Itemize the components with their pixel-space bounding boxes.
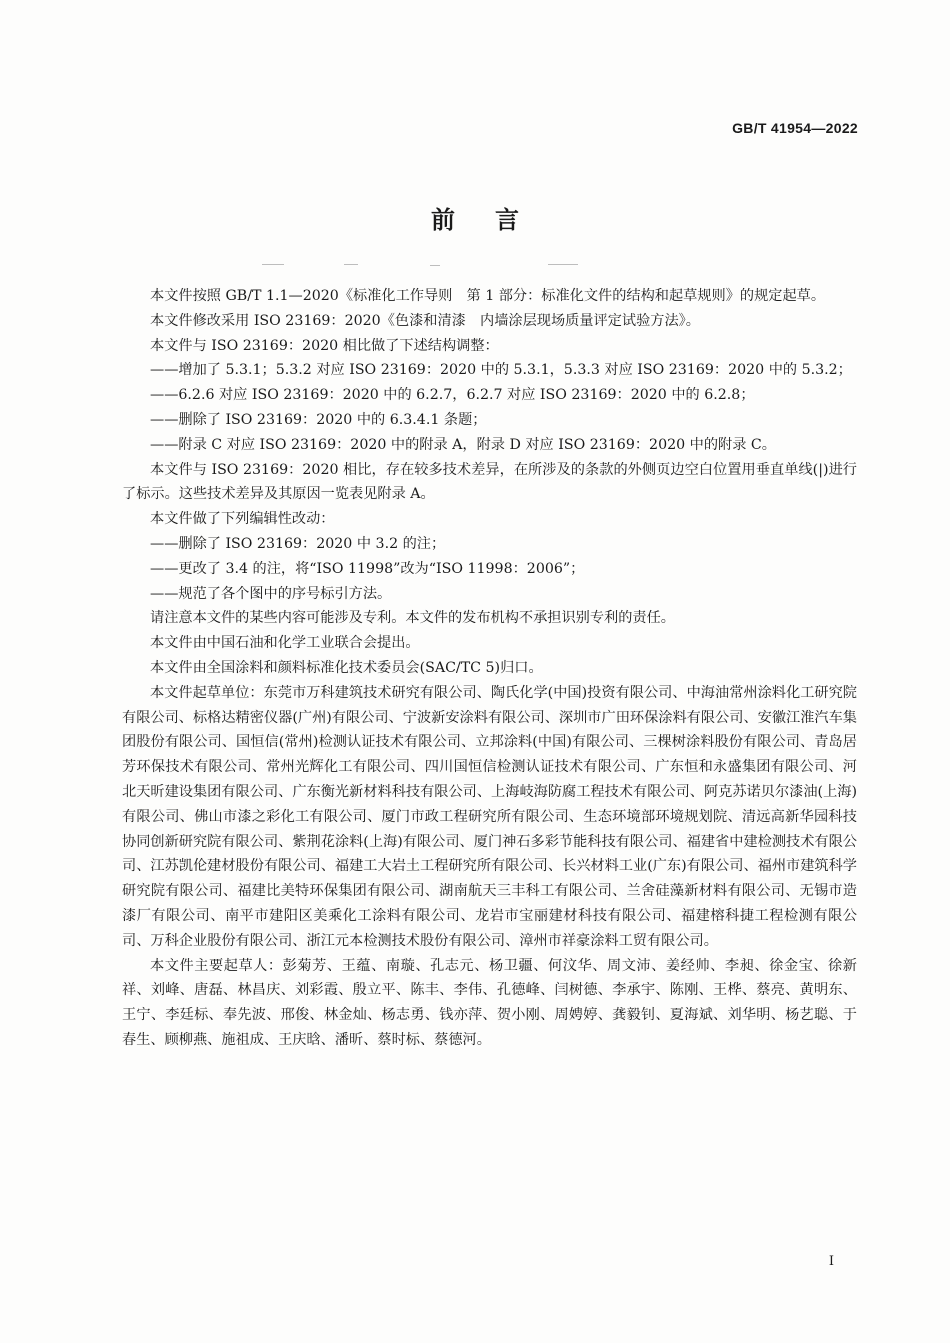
paragraph-drafting-rules: 本文件按照 GB/T 1.1—2020《标准化工作导则 第 1 部分：标准化文件的结构和起草规则》的规定起草。 <box>150 288 826 304</box>
preface-body <box>122 284 857 1053</box>
page-number: I <box>828 1254 834 1269</box>
list-item: ——附录 C 对应 ISO 23169：2020 中的附录 A，附录 D 对应 ISO 23169：2020 中的附录 C。 <box>150 436 776 453</box>
list-item: ——更改了 3.4 的注，将“ISO 11998”改为“ISO 11998：2006”； <box>150 560 585 577</box>
paragraph-technical-differences: 本文件与 ISO 23169：2020 相比，存在较多技术差异，在所涉及的条款的外侧页边空白位置用垂直单线(|)进行了标示。这些技术差异及其原因一览表见附录 A。 <box>122 461 857 503</box>
standard-code: GB/T 41954—2022 <box>732 120 858 136</box>
paragraph-iso-adoption: 本文件修改采用 ISO 23169：2020《色漆和清漆 内墙涂层现场质量评定试验方法》。 <box>150 312 700 329</box>
paragraph-editorial-intro: 本文件做了下列编辑性改动： <box>150 511 335 528</box>
scan-speck <box>344 264 358 265</box>
paragraph-proposer: 本文件由中国石油和化学工业联合会提出。 <box>150 635 420 652</box>
page-title: 前言 <box>431 206 559 234</box>
paragraph-committee: 本文件由全国涂料和颜料标准化技术委员会(SAC/TC 5)归口。 <box>150 659 543 676</box>
paragraph-patent-notice: 请注意本文件的某些内容可能涉及专利。本文件的发布机构不承担识别专利的责任。 <box>150 610 675 627</box>
list-item: ——6.2.6 对应 ISO 23169：2020 中的 6.2.7，6.2.7 对应 ISO 23169：2020 中的 6.2.8； <box>150 387 755 404</box>
paragraph-drafting-units: 本文件起草单位：东莞市万科建筑技术研究有限公司、陶氏化学(中国)投资有限公司、中海油常州涂料化工研究院有限公司、标格达精密仪器(广州)有限公司、宁波新安涂料有限公司、深圳市广田环保涂料有限公司、安徽江淮汽车集团股份有限公司、国恒信(常州)检测认证技术有限公司、立邦涂料(中国)有限公司、三棵树涂料股份有限公司、青岛居芳环保技术有限公司、常州光辉化工有限公司、四川国恒信检测认证技术有限公司、广东恒和永盛集团有限公司、河北天昕建设集团有限公司、广东衡光新材料科技有限公司、上海岐海防腐工程技术有限公司、阿克苏诺贝尔漆油(上海)有限公司、佛山市漆之彩化工有限公司、厦门市政工程研究所有限公司、生态环境部环境规划院、清远高新华园科技协同创新研究院有限公司、紫荆花涂料(上海)有限公司、厦门神石多彩节能科技有限公司、福建省中建检测技术有限公司、江苏凯伦建材股份有限公司、福建工大岩土工程研究所有限公司、长兴材料工业(广东)有限公司、福州市建筑科学研究院有限公司、福建比美特环保集团有限公司、湖南航天三丰科工有限公司、兰舍硅藻新材料有限公司、无锡市造漆厂有限公司、南平市建阳区美乘化工涂料有限公司、龙岩市宝丽建材科技有限公司、福建榕科捷工程检测有限公司、万科企业股份有限公司、浙江元本检测技术股份有限公司、漳州市祥豪涂料工贸有限公司。 <box>122 684 857 949</box>
paragraph-structure-intro: 本文件与 ISO 23169：2020 相比做了下述结构调整： <box>150 337 499 354</box>
list-item: ——规范了各个图中的序号标引方法。 <box>150 585 392 602</box>
list-item: ——增加了 5.3.1；5.3.2 对应 ISO 23169：2020 中的 5.3.1，5.3.3 对应 ISO 23169：2020 中的 5.3.2； <box>150 362 852 379</box>
list-item: ——删除了 ISO 23169：2020 中 3.2 的注； <box>150 535 446 552</box>
scan-speck <box>430 265 440 266</box>
paragraph-drafters: 本文件主要起草人：彭菊芳、王蕴、南璇、孔志元、杨卫疆、何汶华、周文沛、姜经帅、李昶、徐金宝、徐新祥、刘峰、唐磊、林昌庆、刘彩霞、殷立平、陈丰、李伟、孔德峰、闫树德、李承宇、陈刚、王桦、蔡亮、黄明东、王宁、李廷标、奉先波、邢俊、林金灿、杨志勇、钱亦萍、贺小刚、周娉婷、龚毅钊、夏海斌、刘华明、杨艺聪、于春生、顾柳燕、施祖成、王庆晗、潘昕、蔡时标、蔡德河。 <box>122 957 857 1048</box>
scan-speck <box>548 264 578 265</box>
list-item: ——删除了 ISO 23169：2020 中的 6.3.4.1 条题； <box>150 411 487 428</box>
scan-speck <box>262 264 284 265</box>
